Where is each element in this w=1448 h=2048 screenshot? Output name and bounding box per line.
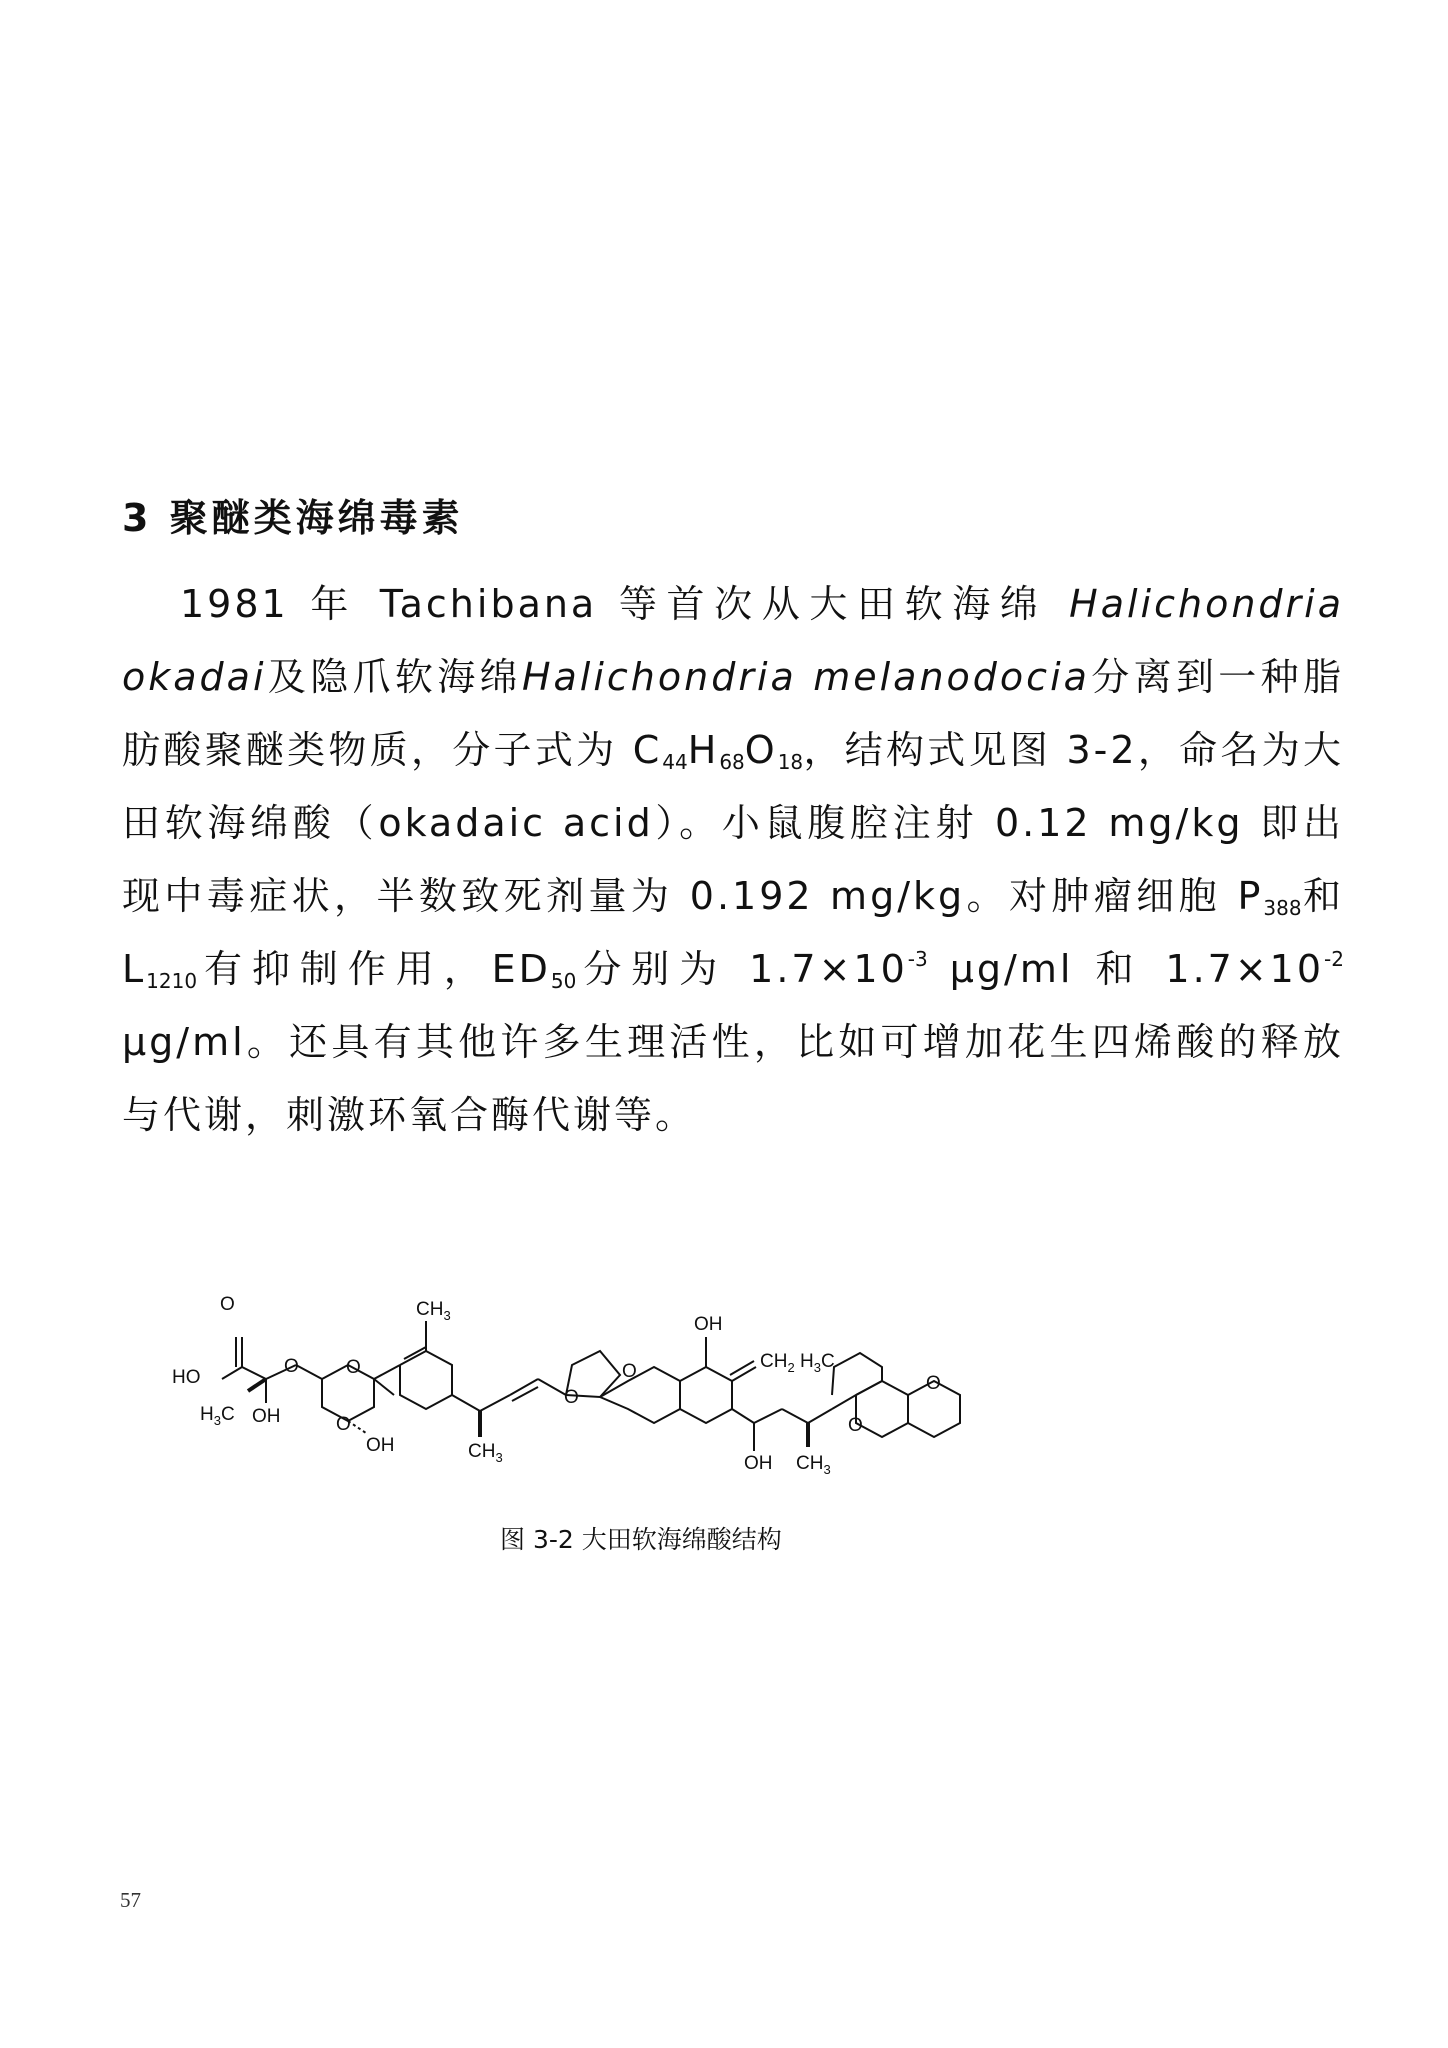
atom-subscript: 3: [213, 1413, 221, 1428]
atom-label: HO: [172, 1367, 201, 1388]
atom-label: CH: [416, 1299, 444, 1320]
text-segment: 分别为 1.7×10: [576, 947, 908, 991]
atom-label: H: [800, 1351, 814, 1372]
atom-label: CH: [468, 1441, 496, 1462]
cell-line-subscript: 388: [1263, 896, 1302, 920]
atom-label: O: [848, 1415, 863, 1436]
formula-element: H: [687, 728, 720, 772]
exponent: -2: [1324, 947, 1344, 971]
atom-label: C: [820, 1351, 835, 1372]
text-segment: ，结构式见图 3-2，命名为大田软海绵酸（okadaic acid）。小鼠腹腔注射 0.12 mg/kg 即出现中毒症状，半数致死剂量为 0.192 mg/kg。对肿瘤细胞 P: [122, 728, 1344, 918]
atom-label: [796, 1453, 831, 1475]
atom-label: OH: [744, 1453, 773, 1474]
atom-label: OH: [694, 1314, 723, 1335]
page-number: 57: [120, 1888, 141, 1912]
atom-label: [468, 1441, 503, 1465]
text-segment: 分离到一种脂肪酸聚醚类物质，分子式为 C: [122, 655, 1344, 772]
atom-label: O: [926, 1373, 941, 1394]
chemical-structure-diagram: [170, 1255, 1290, 1475]
section-heading: 3 聚醚类海绵毒素: [122, 496, 464, 540]
species-name: Halichondria melanodocia: [521, 655, 1090, 699]
atom-label: [416, 1299, 451, 1323]
body-paragraph: [122, 568, 1344, 1152]
text-segment: 1981 年 Tachibana 等首次从大田软海绵: [180, 582, 1070, 626]
atom-subscript: 2: [787, 1360, 795, 1375]
text-segment: μg/ml。还具有其他许多生理活性，比如可增加花生四烯酸的释放与代谢，刺激环氧合酶代谢等。: [122, 1020, 1344, 1137]
atom-label: [200, 1404, 235, 1428]
text-segment: 和 L: [122, 874, 1344, 991]
figure-caption: 图 3-2 大田软海绵酸结构: [500, 1525, 782, 1554]
atom-label: H: [200, 1404, 214, 1425]
atom-subscript: 3: [823, 1462, 831, 1475]
text-segment: μg/ml 和 1.7×10: [927, 947, 1325, 991]
atom-subscript: 3: [813, 1360, 821, 1375]
atom-label: O: [346, 1357, 361, 1378]
atom-label: CH: [796, 1453, 824, 1474]
atom-label: O: [564, 1387, 579, 1408]
okadaic-acid-structure-figure: [170, 1255, 1290, 1475]
formula-subscript: 18: [777, 750, 804, 774]
atom-label: [800, 1351, 835, 1375]
atom-label: OH: [366, 1435, 395, 1456]
text-segment: 及隐爪软海绵: [266, 655, 522, 699]
formula-subscript: 68: [719, 750, 745, 774]
formula-element: O: [744, 728, 778, 772]
atom-label: [760, 1351, 795, 1375]
ed-subscript: 50: [550, 969, 577, 993]
atom-label: O: [336, 1414, 351, 1435]
atom-label: OH: [252, 1406, 281, 1427]
atom-label: CH: [760, 1351, 788, 1372]
text-segment: 有抑制作用，ED: [197, 947, 551, 991]
cell-line-subscript: 1210: [146, 969, 198, 993]
atom-subscript: 3: [495, 1450, 503, 1465]
atom-label: C: [220, 1404, 235, 1425]
species-name: Halichondria okadai: [122, 582, 1344, 699]
exponent: -3: [907, 947, 928, 971]
atom-subscript: 3: [443, 1308, 451, 1323]
atom-label: O: [284, 1356, 299, 1377]
atom-label: O: [622, 1361, 637, 1382]
atom-label: O: [220, 1294, 235, 1315]
formula-subscript: 44: [662, 750, 688, 774]
